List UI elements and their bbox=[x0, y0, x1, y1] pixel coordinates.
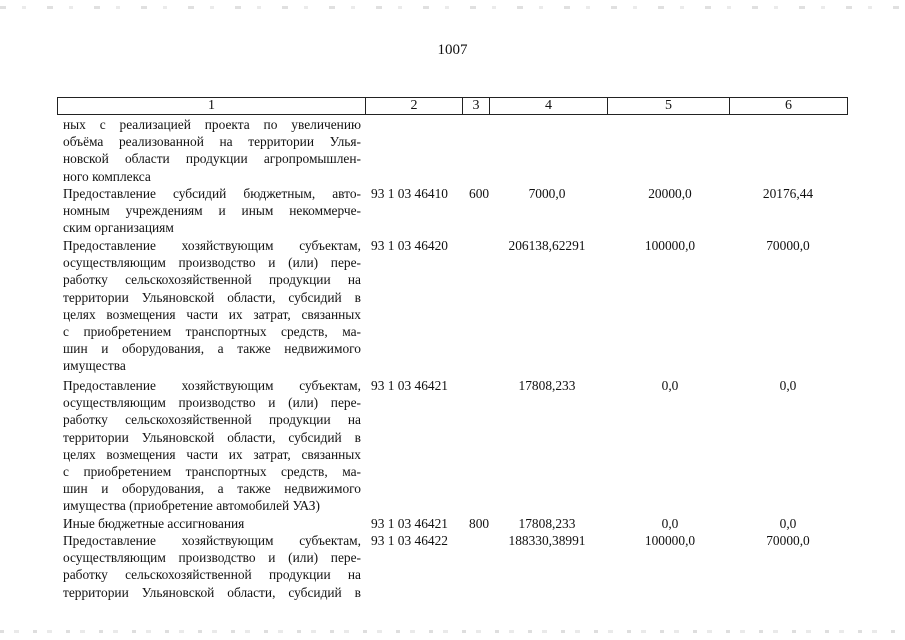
row-description bbox=[63, 237, 361, 375]
description-line: работку сельскохозяйственной продукции на bbox=[63, 272, 361, 288]
description-line: Предоставление хозяйствующим субъектам, bbox=[63, 238, 361, 253]
description-line: номным учреждениям и иным некоммерче- bbox=[63, 203, 361, 219]
description-line: Предоставление субсидий бюджетным, авто- bbox=[63, 186, 361, 201]
description-line: целях возмещения части их затрат, связанных bbox=[63, 306, 361, 322]
description-line: ных с реализацией проекта по увеличению bbox=[63, 117, 361, 132]
row-value-col6: 0,0 bbox=[779, 516, 797, 531]
description-line: шин и оборудования, а также недвижимого bbox=[63, 481, 361, 497]
row-value-col5: 0,0 bbox=[661, 378, 679, 393]
description-line: осуществляющим производство и (или) пере- bbox=[63, 255, 361, 271]
description-line: имущества (приобретение автомобилей УАЗ) bbox=[63, 498, 320, 514]
row-description bbox=[63, 532, 361, 601]
row-value-col5: 0,0 bbox=[661, 516, 679, 531]
row-value-col6: 70000,0 bbox=[766, 533, 810, 548]
description-line: работку сельскохозяйственной продукции на bbox=[63, 412, 361, 428]
description-line: ного комплекса bbox=[63, 168, 151, 184]
row-expense-type: 600 bbox=[469, 186, 490, 201]
description-line: Предоставление хозяйствующим субъектам, bbox=[63, 378, 361, 393]
row-value-col4: 188330,38991 bbox=[508, 533, 586, 548]
row-value-col6: 20176,44 bbox=[762, 186, 814, 201]
column-header-1: 1 bbox=[58, 98, 366, 114]
description-line: работку сельскохозяйственной продукции на bbox=[63, 567, 361, 583]
scan-noise-top bbox=[0, 6, 905, 9]
description-line: территории Ульяновской области, субсидий в bbox=[63, 584, 361, 600]
description-line: территории Ульяновской области, субсидий в bbox=[63, 429, 361, 445]
description-line: Иные бюджетные ассигнования bbox=[63, 516, 245, 531]
row-description bbox=[63, 515, 361, 532]
description-line: территории Ульяновской области, субсидий в bbox=[63, 289, 361, 305]
description-line: с приобретением транспортных средств, ма- bbox=[63, 324, 361, 340]
row-description bbox=[63, 116, 361, 185]
description-line: объёма реализованной на территории Улья- bbox=[63, 134, 361, 150]
column-header-4: 4 bbox=[490, 98, 608, 114]
row-value-col4: 17808,233 bbox=[518, 516, 576, 531]
row-value-col6: 70000,0 bbox=[766, 238, 810, 253]
row-code: 93 1 03 46410 bbox=[371, 186, 448, 201]
column-header-3: 3 bbox=[463, 98, 490, 114]
column-header-6: 6 bbox=[785, 98, 792, 113]
description-line: с приобретением транспортных средств, ма- bbox=[63, 464, 361, 480]
row-code: 93 1 03 46422 bbox=[371, 533, 448, 548]
description-line: имущества bbox=[63, 358, 126, 374]
column-header-2: 2 bbox=[366, 98, 463, 114]
page-number: 1007 bbox=[437, 42, 468, 58]
description-line: Предоставление хозяйствующим субъектам, bbox=[63, 533, 361, 548]
row-code: 93 1 03 46421 bbox=[371, 516, 448, 531]
row-code: 93 1 03 46420 bbox=[371, 238, 448, 253]
row-description bbox=[63, 377, 361, 515]
row-value-col6: 0,0 bbox=[779, 378, 797, 393]
description-line: шин и оборудования, а также недвижимого bbox=[63, 341, 361, 357]
row-code: 93 1 03 46421 bbox=[371, 378, 448, 393]
description-line: осуществляющим производство и (или) пере- bbox=[63, 395, 361, 411]
row-value-col5: 100000,0 bbox=[644, 533, 696, 548]
description-line: целях возмещения части их затрат, связанных bbox=[63, 446, 361, 462]
row-description bbox=[63, 185, 361, 237]
table-header-row bbox=[57, 97, 848, 115]
scan-noise-bottom bbox=[0, 630, 905, 633]
row-value-col5: 20000,0 bbox=[648, 186, 692, 201]
row-value-col4: 17808,233 bbox=[518, 378, 576, 393]
row-value-col5: 100000,0 bbox=[644, 238, 696, 253]
column-header-5: 5 bbox=[608, 98, 730, 114]
row-value-col4: 206138,62291 bbox=[508, 238, 586, 253]
description-line: новской области продукции агропромышлен- bbox=[63, 151, 361, 167]
description-line: ским организациям bbox=[63, 220, 174, 236]
row-value-col4: 7000,0 bbox=[528, 186, 566, 201]
row-expense-type: 800 bbox=[469, 516, 490, 531]
description-line: осуществляющим производство и (или) пере- bbox=[63, 550, 361, 566]
